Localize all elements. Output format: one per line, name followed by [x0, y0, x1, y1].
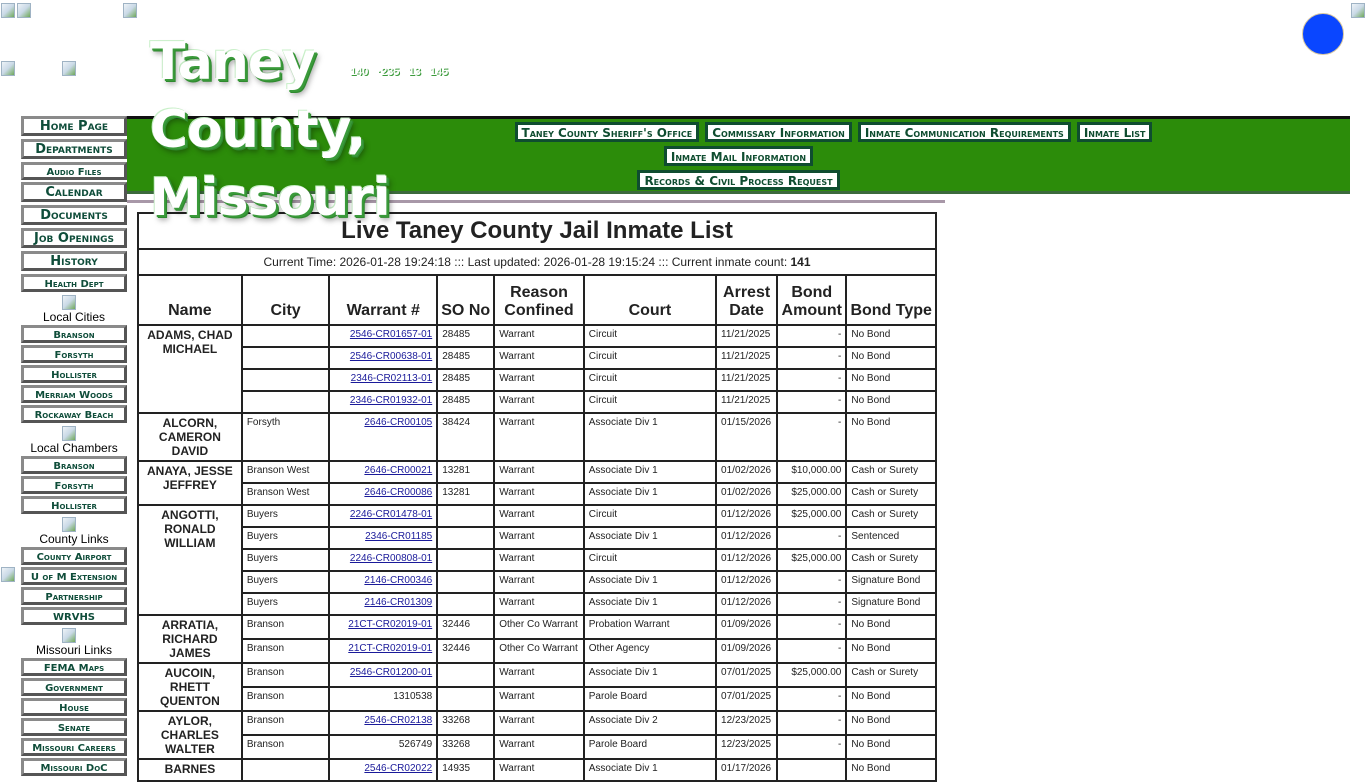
sidebar-senate[interactable]: Senate: [21, 718, 127, 736]
inmate-name: ADAMS, CHAD MICHAEL: [138, 325, 242, 413]
logo-line-1: Taney County,: [150, 32, 366, 160]
cell-warrant: [329, 571, 437, 593]
cell-warrant: [329, 711, 437, 735]
broken-image-icon: [122, 2, 138, 18]
nav-inmate-list[interactable]: Inmate List: [1077, 122, 1153, 142]
local-cities-heading: [21, 294, 127, 324]
warrant-link[interactable]: 2246-CR00808-01: [349, 553, 433, 564]
sidebar-city-rockaway-beach[interactable]: Rockaway Beach: [21, 405, 127, 423]
sidebar-city-forsyth[interactable]: Forsyth: [21, 345, 127, 363]
cell-type: Cash or Surety: [846, 461, 936, 483]
inmate-name: ANAYA, JESSE JEFFREY: [138, 461, 242, 505]
cell-type: No Bond: [846, 615, 936, 639]
cell-warrant: [329, 461, 437, 483]
visitor-counter: 140 ·235 13 145: [350, 66, 449, 78]
cell-amount: -: [777, 391, 846, 413]
cell-so: 28485: [437, 347, 494, 369]
cell-date: 11/21/2025: [716, 391, 777, 413]
warrant-link[interactable]: 21CT-CR02019-01: [348, 619, 433, 630]
cell-amount: [777, 759, 846, 781]
cell-date: 12/23/2025: [716, 711, 777, 735]
cell-amount: -: [777, 735, 846, 759]
cell-amount: $10,000.00: [777, 461, 846, 483]
page-title: Live Taney County Jail Inmate List: [138, 213, 936, 249]
cell-date: 01/12/2026: [716, 571, 777, 593]
warrant-link[interactable]: 2546-CR02022: [364, 763, 433, 774]
table-row: [138, 369, 936, 391]
column-headers: [138, 275, 936, 325]
cell-amount: -: [777, 571, 846, 593]
cell-warrant: [329, 325, 437, 347]
warrant-link[interactable]: 2646-CR00105: [364, 417, 433, 428]
cell-reason: Warrant: [494, 759, 584, 781]
cell-reason: Warrant: [494, 735, 584, 759]
cell-court: Associate Div 2: [584, 711, 716, 735]
table-row: [138, 593, 936, 615]
status-line: [138, 249, 936, 275]
cell-court: Associate Div 1: [584, 663, 716, 687]
cell-reason: Warrant: [494, 505, 584, 527]
heading-label: County Links: [39, 532, 109, 546]
cell-type: Cash or Surety: [846, 663, 936, 687]
warrant-link[interactable]: 2246-CR01478-01: [349, 509, 433, 520]
cell-so: 38424: [437, 413, 494, 461]
cell-city: Buyers: [242, 505, 330, 527]
cell-amount: $25,000.00: [777, 483, 846, 505]
heading-label: Local Cities: [42, 310, 106, 324]
local-chambers-heading: [21, 425, 127, 455]
col-reason-confined: Reason Confined: [494, 275, 584, 325]
table-row: [138, 483, 936, 505]
cell-warrant: [329, 413, 437, 461]
cell-city: Buyers: [242, 527, 330, 549]
cell-date: 11/21/2025: [716, 347, 777, 369]
warrant-link[interactable]: 2546-CR01657-01: [349, 329, 433, 340]
cell-type: No Bond: [846, 759, 936, 781]
cell-court: Circuit: [584, 549, 716, 571]
cell-court: Associate Div 1: [584, 413, 716, 461]
cell-city: Buyers: [242, 571, 330, 593]
sidebar-chamber-hollister[interactable]: Hollister: [21, 496, 127, 514]
cell-city: Buyers: [242, 593, 330, 615]
broken-image-icon: [61, 627, 77, 643]
broken-image-icon: [61, 516, 77, 532]
cell-court: Parole Board: [584, 735, 716, 759]
table-row: [138, 325, 936, 347]
cell-court: Circuit: [584, 369, 716, 391]
cell-warrant: [329, 759, 437, 781]
table-row: [138, 549, 936, 571]
cell-date: 01/09/2026: [716, 615, 777, 639]
warrant-link[interactable]: 2646-CR00086: [364, 487, 433, 498]
cell-amount: -: [777, 615, 846, 639]
cell-city: [242, 325, 330, 347]
cell-reason: Warrant: [494, 413, 584, 461]
sidebar-documents[interactable]: Documents: [21, 205, 127, 225]
nav-inmate-mail-information[interactable]: Inmate Mail Information: [664, 146, 813, 166]
sidebar-partnership[interactable]: Partnership: [21, 587, 127, 605]
cell-date: 11/21/2025: [716, 369, 777, 391]
cell-city: Forsyth: [242, 413, 330, 461]
cell-warrant: 1310538: [329, 687, 437, 711]
sidebar: [21, 116, 127, 778]
col-so-no: SO No: [437, 275, 494, 325]
broken-image-icon: [16, 2, 32, 18]
cell-date: 01/12/2026: [716, 505, 777, 527]
cell-date: 11/21/2025: [716, 325, 777, 347]
cell-reason: Warrant: [494, 325, 584, 347]
cell-court: Parole Board: [584, 687, 716, 711]
cell-type: No Bond: [846, 369, 936, 391]
table-row: [138, 461, 936, 483]
sidebar-city-hollister[interactable]: Hollister: [21, 365, 127, 383]
cell-court: Circuit: [584, 505, 716, 527]
cell-so: [437, 687, 494, 711]
cell-type: No Bond: [846, 347, 936, 369]
cell-date: 01/12/2026: [716, 527, 777, 549]
cell-so: 28485: [437, 325, 494, 347]
sidebar-wrvhs[interactable]: WRVHS: [21, 607, 127, 625]
table-row: [138, 615, 936, 639]
cell-amount: -: [777, 325, 846, 347]
cell-so: 32446: [437, 639, 494, 663]
cell-warrant: [329, 593, 437, 615]
cell-city: Branson: [242, 663, 330, 687]
cell-amount: -: [777, 347, 846, 369]
sidebar-fema-maps[interactable]: FEMA Maps: [21, 658, 127, 676]
cell-court: Probation Warrant: [584, 615, 716, 639]
cell-court: Associate Div 1: [584, 593, 716, 615]
warrant-link[interactable]: 21CT-CR02019-01: [348, 643, 433, 654]
cell-reason: Warrant: [494, 571, 584, 593]
cell-court: Associate Div 1: [584, 461, 716, 483]
heading-label: Local Chambers: [30, 441, 118, 455]
table-row: [138, 413, 936, 461]
sidebar-chamber-forsyth[interactable]: Forsyth: [21, 476, 127, 494]
sidebar-house[interactable]: House: [21, 698, 127, 716]
cell-type: Cash or Surety: [846, 549, 936, 571]
logo-line-2: Missouri: [150, 168, 390, 228]
cell-amount: -: [777, 711, 846, 735]
warrant-link[interactable]: 2146-CR00346: [364, 575, 433, 586]
cell-so: 14935: [437, 759, 494, 781]
cell-warrant: [329, 527, 437, 549]
sidebar-job-openings[interactable]: Job Openings: [21, 228, 127, 248]
col-city: City: [242, 275, 330, 325]
table-row: [138, 571, 936, 593]
cell-warrant: [329, 391, 437, 413]
cell-date: 07/01/2025: [716, 687, 777, 711]
cell-city: Branson: [242, 615, 330, 639]
cell-date: 01/15/2026: [716, 413, 777, 461]
warrant-link[interactable]: 2146-CR01309: [364, 597, 433, 608]
site-logo[interactable]: [150, 28, 530, 232]
col-arrest-date: Arrest Date: [716, 275, 777, 325]
cell-type: Sentenced: [846, 527, 936, 549]
warrant-link[interactable]: 2346-CR01185: [365, 531, 433, 542]
cell-date: 01/17/2026: [716, 759, 777, 781]
sidebar-city-merriam-woods[interactable]: Merriam Woods: [21, 385, 127, 403]
heading-label: Missouri Links: [35, 643, 113, 657]
cell-reason: Other Co Warrant: [494, 615, 584, 639]
inmate-name: AUCOIN, RHETT QUENTON: [138, 663, 242, 711]
sidebar-history[interactable]: History: [21, 251, 127, 271]
cell-warrant: 526749: [329, 735, 437, 759]
cell-type: No Bond: [846, 325, 936, 347]
cell-amount: $25,000.00: [777, 505, 846, 527]
cell-reason: Warrant: [494, 549, 584, 571]
cell-warrant: [329, 369, 437, 391]
cell-court: Circuit: [584, 325, 716, 347]
cell-warrant: [329, 505, 437, 527]
cell-so: 28485: [437, 369, 494, 391]
cell-so: 32446: [437, 615, 494, 639]
nav-commissary-information[interactable]: Commissary Information: [705, 122, 852, 142]
sidebar-missouri-doc[interactable]: Missouri DoC: [21, 758, 127, 776]
broken-image-icon: [0, 566, 16, 582]
cell-court: Circuit: [584, 391, 716, 413]
inmate-rows: [138, 325, 936, 781]
sidebar-chamber-branson[interactable]: Branson: [21, 456, 127, 474]
broken-image-icon: [0, 60, 16, 76]
cell-reason: Other Co Warrant: [494, 639, 584, 663]
inmate-name: ARRATIA, RICHARD JAMES: [138, 615, 242, 663]
cell-warrant: [329, 549, 437, 571]
col-name: Name: [138, 275, 242, 325]
cell-court: Associate Div 1: [584, 759, 716, 781]
cell-city: Branson: [242, 639, 330, 663]
col-bond-amount: Bond Amount: [777, 275, 846, 325]
cell-city: Branson: [242, 711, 330, 735]
inmate-name: ANGOTTI, RONALD WILLIAM: [138, 505, 242, 615]
cell-so: 28485: [437, 391, 494, 413]
cell-court: Associate Div 1: [584, 527, 716, 549]
nav-sheriffs-office[interactable]: Taney County Sheriff's Office: [515, 122, 700, 142]
inmate-name: ALCORN, CAMERON DAVID: [138, 413, 242, 461]
cell-amount: -: [777, 369, 846, 391]
inmate-name: AYLOR, CHARLES WALTER: [138, 711, 242, 759]
cell-so: [437, 549, 494, 571]
table-row: [138, 505, 936, 527]
warrant-link[interactable]: 2646-CR00021: [364, 465, 433, 476]
cell-warrant: [329, 483, 437, 505]
broken-image-icon: [1350, 2, 1366, 18]
sidebar-departments[interactable]: Departments: [21, 139, 127, 159]
cell-type: No Bond: [846, 711, 936, 735]
cell-city: Branson West: [242, 461, 330, 483]
cell-amount: -: [777, 413, 846, 461]
sidebar-u-of-m-extension[interactable]: U of M Extension: [21, 567, 127, 585]
cell-city: Branson West: [242, 483, 330, 505]
cell-city: Branson: [242, 687, 330, 711]
cell-reason: Warrant: [494, 391, 584, 413]
cell-type: No Bond: [846, 735, 936, 759]
nav-records-civil-process-request[interactable]: Records & Civil Process Request: [637, 170, 839, 190]
inmate-count: 141: [790, 255, 811, 269]
broken-image-icon: [61, 425, 77, 441]
county-links-heading: [21, 516, 127, 546]
cell-date: 01/12/2026: [716, 549, 777, 571]
table-row: [138, 711, 936, 735]
cell-warrant: [329, 347, 437, 369]
cell-reason: Warrant: [494, 347, 584, 369]
cell-city: [242, 391, 330, 413]
table-row: [138, 735, 936, 759]
cell-type: Cash or Surety: [846, 483, 936, 505]
col-court: Court: [584, 275, 716, 325]
cell-so: 13281: [437, 461, 494, 483]
table-row: [138, 759, 936, 781]
cell-city: [242, 369, 330, 391]
cell-amount: $25,000.00: [777, 549, 846, 571]
cell-date: 01/12/2026: [716, 593, 777, 615]
cell-so: [437, 527, 494, 549]
sidebar-city-branson[interactable]: Branson: [21, 325, 127, 343]
cell-type: No Bond: [846, 413, 936, 461]
status-text: Current Time: 2026-01-28 19:24:18 ::: Last updated: 2026-01-28 19:15:24 ::: Current inmate count:: [263, 255, 791, 269]
cell-so: [437, 571, 494, 593]
cell-type: Cash or Surety: [846, 505, 936, 527]
cell-so: 13281: [437, 483, 494, 505]
cell-court: Other Agency: [584, 639, 716, 663]
cell-reason: Warrant: [494, 369, 584, 391]
cell-court: Circuit: [584, 347, 716, 369]
cell-reason: Warrant: [494, 461, 584, 483]
cell-city: Branson: [242, 735, 330, 759]
cell-type: No Bond: [846, 687, 936, 711]
cell-city: [242, 347, 330, 369]
cell-type: No Bond: [846, 391, 936, 413]
cell-amount: -: [777, 593, 846, 615]
warrant-link[interactable]: 2546-CR01200-01: [349, 667, 433, 678]
cell-reason: Warrant: [494, 687, 584, 711]
main-content: [127, 200, 945, 776]
cell-court: Associate Div 1: [584, 571, 716, 593]
cell-city: [242, 759, 330, 781]
cell-date: 01/02/2026: [716, 483, 777, 505]
cell-reason: Warrant: [494, 663, 584, 687]
cell-type: Signature Bond: [846, 593, 936, 615]
cell-reason: Warrant: [494, 711, 584, 735]
cell-date: 12/23/2025: [716, 735, 777, 759]
cell-warrant: [329, 663, 437, 687]
broken-image-icon: [61, 60, 77, 76]
cell-type: Signature Bond: [846, 571, 936, 593]
cell-warrant: [329, 639, 437, 663]
table-row: [138, 687, 936, 711]
inmate-name: BARNES: [138, 759, 242, 781]
cell-so: [437, 663, 494, 687]
cell-reason: Warrant: [494, 593, 584, 615]
broken-image-icon: [0, 2, 16, 18]
nav-inmate-communication-requirements[interactable]: Inmate Communication Requirements: [858, 122, 1071, 142]
table-row: [138, 391, 936, 413]
cell-date: 01/02/2026: [716, 461, 777, 483]
sidebar-county-airport[interactable]: County Airport: [21, 547, 127, 565]
cell-so: 33268: [437, 735, 494, 759]
sidebar-audio-files[interactable]: Audio Files: [21, 162, 127, 180]
cell-amount: $25,000.00: [777, 663, 846, 687]
cell-date: 07/01/2025: [716, 663, 777, 687]
badge-image[interactable]: [1302, 13, 1344, 55]
table-row: [138, 639, 936, 663]
sidebar-calendar[interactable]: Calendar: [21, 182, 127, 202]
cell-date: 01/09/2026: [716, 639, 777, 663]
cell-warrant: [329, 615, 437, 639]
cell-amount: -: [777, 639, 846, 663]
cell-amount: -: [777, 527, 846, 549]
table-row: [138, 527, 936, 549]
warrant-link[interactable]: 2346-CR02113-01: [350, 373, 433, 384]
cell-reason: Warrant: [494, 483, 584, 505]
table-row: [138, 347, 936, 369]
cell-so: 33268: [437, 711, 494, 735]
cell-type: No Bond: [846, 639, 936, 663]
inmate-table: [137, 212, 937, 782]
table-row: [138, 663, 936, 687]
cell-so: [437, 593, 494, 615]
sidebar-missouri-careers[interactable]: Missouri Careers: [21, 738, 127, 756]
warrant-link[interactable]: 2546-CR02138: [364, 715, 433, 726]
sidebar-government[interactable]: Government: [21, 678, 127, 696]
cell-so: [437, 505, 494, 527]
cell-court: Associate Div 1: [584, 483, 716, 505]
missouri-links-heading: [21, 627, 127, 657]
col-warrant: Warrant #: [329, 275, 437, 325]
cell-reason: Warrant: [494, 527, 584, 549]
broken-image-icon: [61, 294, 77, 310]
sidebar-health-dept[interactable]: Health Dept: [21, 274, 127, 292]
cell-city: Buyers: [242, 549, 330, 571]
cell-amount: -: [777, 687, 846, 711]
sidebar-home-page[interactable]: Home Page: [21, 116, 127, 136]
warrant-link[interactable]: 2546-CR00638-01: [349, 351, 433, 362]
col-bond-type: Bond Type: [846, 275, 936, 325]
warrant-link[interactable]: 2346-CR01932-01: [349, 395, 433, 406]
